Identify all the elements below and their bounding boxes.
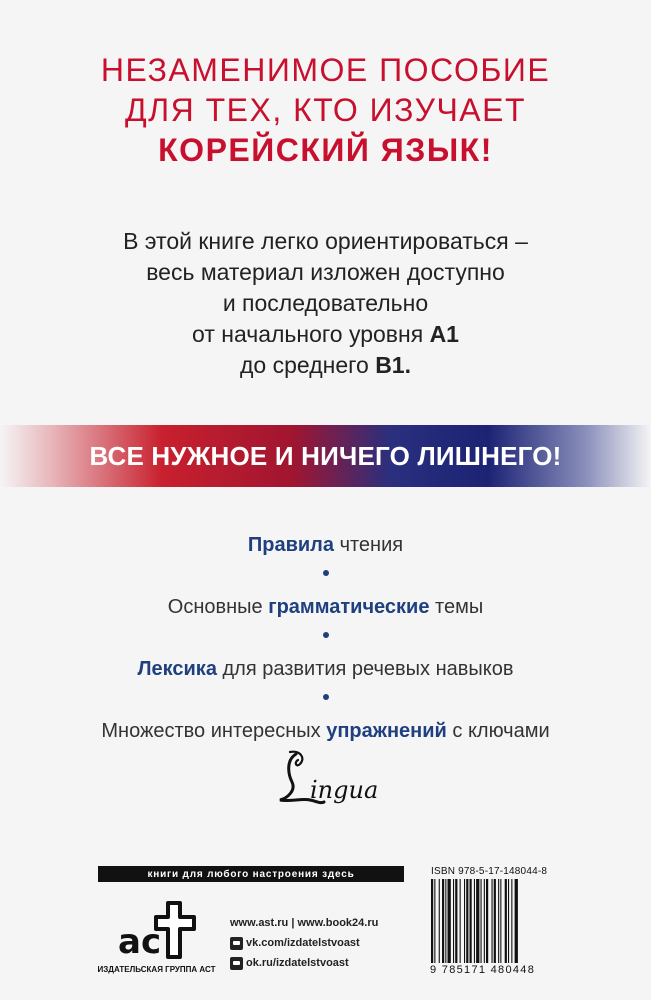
level-a1: A1 <box>429 321 459 347</box>
feature-text: Основные <box>167 596 269 618</box>
barcode-bar <box>434 879 435 963</box>
feature-exercises <box>0 711 651 751</box>
vk-link[interactable] <box>230 933 430 953</box>
vk-icon <box>230 937 243 950</box>
publisher-links <box>230 913 430 973</box>
barcode-bar <box>492 879 493 963</box>
feature-text: темы <box>429 596 484 618</box>
headline-line-3: КОРЕЙСКИЙ ЯЗЫК! <box>158 132 493 168</box>
headline-line-1: НЕЗАМЕНИМОЕ ПОСОБИЕ <box>100 52 551 88</box>
ok-icon <box>230 957 243 970</box>
barcode-bar <box>464 879 465 963</box>
barcode-bar <box>453 879 454 963</box>
lingua-text: ingua <box>310 776 379 804</box>
feature-grammar <box>0 587 651 627</box>
level-b1: B1. <box>375 352 411 378</box>
barcode-bar <box>500 879 501 963</box>
barcode-bar <box>494 879 496 963</box>
banner-text: ВСЕ НУЖНОЕ И НИЧЕГО ЛИШНЕГО! <box>89 440 562 471</box>
barcode-block <box>429 866 557 984</box>
intro-line-3: и последовательно <box>222 290 429 316</box>
intro-line-5-text: до среднего <box>240 352 376 378</box>
barcode-bar <box>484 879 485 963</box>
intro-text <box>0 226 651 381</box>
intro-line-4 <box>0 319 651 350</box>
barcode-bar <box>486 879 488 963</box>
feature-text: чтения <box>334 534 404 556</box>
intro-line-2: весь материал изложен доступно <box>146 259 505 285</box>
feature-bold: грамматические <box>268 596 430 618</box>
feature-bold: упражнений <box>326 720 447 742</box>
slogan-bar: книги для любого настроения здесь <box>98 866 404 882</box>
headline-line-2: ДЛЯ ТЕХ, КТО ИЗУЧАЕТ <box>124 92 527 128</box>
bullet-dot <box>323 632 329 638</box>
feature-vocabulary <box>0 649 651 689</box>
barcode-bar <box>481 879 482 963</box>
barcode-digits: 9 785171 480448 <box>430 964 536 976</box>
ok-link[interactable] <box>230 953 430 973</box>
barcode-bar <box>460 879 461 963</box>
barcode-bar <box>498 879 499 963</box>
ast-logo-cross <box>156 903 194 957</box>
barcode-bar <box>511 879 512 963</box>
barcode-bar <box>476 879 479 963</box>
barcode-bar <box>445 879 446 963</box>
barcode-bar <box>474 879 475 963</box>
barcode-bar <box>431 879 433 963</box>
barcode <box>429 879 555 963</box>
barcode-bar <box>448 879 451 963</box>
barcode-bar <box>508 879 509 963</box>
barcode-bar <box>442 879 444 963</box>
barcode-bar <box>515 879 518 963</box>
intro-line-1: В этой книге легко ориентироваться – <box>123 228 528 254</box>
feature-text: Множество интересных <box>101 720 327 742</box>
ast-logo <box>102 895 212 965</box>
headline <box>0 50 651 170</box>
bullet-dot <box>323 694 329 700</box>
feature-reading-rules <box>0 525 651 565</box>
barcode-bar <box>439 879 440 963</box>
barcode-bar <box>466 879 468 963</box>
publisher-name: ИЗДАТЕЛЬСКАЯ ГРУППА АСТ <box>97 965 216 974</box>
lingua-logo <box>266 748 396 808</box>
feature-text: с ключами <box>446 720 550 742</box>
slogan-banner <box>0 425 651 487</box>
intro-line-4-text: от начального уровня <box>192 321 430 347</box>
ok-url: ok.ru/izdatelstvoast <box>246 957 349 969</box>
vk-url: vk.com/izdatelstvoast <box>246 937 360 949</box>
barcode-bar <box>470 879 472 963</box>
barcode-bar <box>455 879 457 963</box>
feature-bold: Лексика <box>137 658 217 680</box>
bullet-dot <box>323 570 329 576</box>
barcode-bar <box>505 879 507 963</box>
intro-line-5 <box>0 350 651 381</box>
ast-logo-text: ac <box>118 922 162 962</box>
feature-text: для развития речевых навыков <box>216 658 514 680</box>
feature-bold: Правила <box>247 534 335 556</box>
sites-link[interactable]: www.ast.ru | www.book24.ru <box>230 917 379 929</box>
features-list <box>0 525 651 751</box>
isbn-text: ISBN 978-5-17-148044-8 <box>431 866 548 877</box>
